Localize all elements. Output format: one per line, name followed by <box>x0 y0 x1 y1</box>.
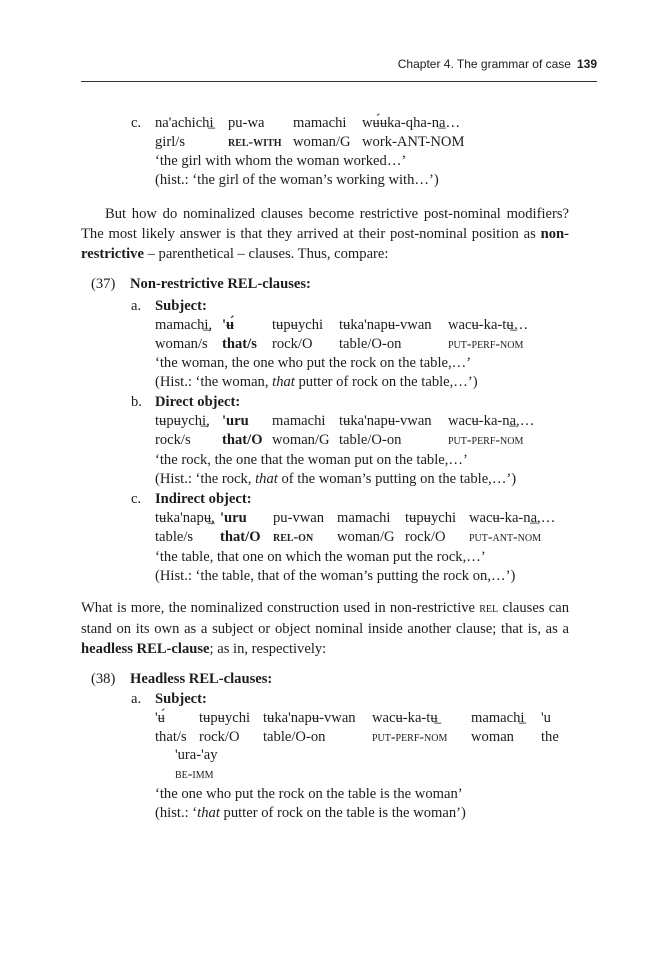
historical-translation: (hist.: ‘that putter of rock on the table is the woman’) <box>155 805 466 821</box>
historical-translation: (Hist.: ‘the table, that of the woman’s putting the rock on,…’) <box>155 568 516 584</box>
historical-translation: (Hist.: ‘the woman, that putter of rock on the table,…’) <box>155 374 478 390</box>
gloss-word: 'u the <box>541 710 559 745</box>
subexample-heading: Subject: <box>155 691 207 707</box>
gloss-word: 'uru that/O <box>220 510 261 545</box>
translation: ‘the rock, the one that the woman put on the table,…’ <box>155 452 468 468</box>
translation: ‘the girl with whom the woman worked…’ <box>155 153 407 169</box>
gloss-word: mamachi̲, woman/s <box>155 317 213 352</box>
gloss-word: tʉka'napʉ̲, table/s <box>155 510 215 545</box>
gloss-word: tʉpʉychi̲, rock/s <box>155 413 210 448</box>
gloss-word: tʉpʉychi rock/O <box>199 710 251 745</box>
subexample-heading: Indirect object: <box>155 491 252 507</box>
subexample-heading: Subject: <box>155 298 207 314</box>
gloss-word: mamachi woman/G <box>272 413 330 448</box>
subexample-heading: Direct object: <box>155 394 241 410</box>
gloss-word: mamachi̲ woman <box>471 710 525 745</box>
example-number: (38) <box>91 671 116 687</box>
gloss-word: wacʉ-ka-tʉ̲… put-perf-nom <box>448 317 529 352</box>
chapter-title: Chapter 4. The grammar of case <box>397 57 571 71</box>
gloss-word: na'achichi̲ girl/s <box>155 115 214 150</box>
subexample-label: a. <box>131 298 142 314</box>
gloss-word: 'ʉ́ that/s <box>222 317 257 352</box>
gloss-word: tʉka'napʉ-vwan table/O-on <box>339 413 432 448</box>
gloss-word: tʉpʉychi rock/O <box>405 510 457 545</box>
historical-translation: (hist.: ‘the girl of the woman’s working with…’) <box>155 172 439 188</box>
gloss-word: wacʉ-ka-na̲,… put-ant-nom <box>469 510 556 545</box>
example-number: (37) <box>91 276 116 292</box>
translation: ‘the table, that one on which the woman put the rock,…’ <box>155 549 486 565</box>
example-title: Headless REL-clauses: <box>130 671 273 687</box>
gloss-word: tʉpʉychi rock/O <box>272 317 324 352</box>
translation: ‘the one who put the rock on the table is the woman’ <box>155 786 463 802</box>
gloss-word: wacʉ-ka-tʉ̲ put-perf-nom <box>372 710 448 745</box>
body-paragraph: But how do nominalized clauses become restrictive post-nominal modifiers? The most likely answer is that they arrived at their post-nominal position as non-restrictive – parenthetical – clauses. Thus, compare: <box>81 206 569 262</box>
page-number: 139 <box>576 57 597 71</box>
gloss-word: tʉka'napʉ-vwan table/O-on <box>263 710 356 745</box>
translation: ‘the woman, the one who put the rock on the table,…’ <box>155 355 472 371</box>
running-header <box>81 57 597 82</box>
gloss-word: 'uru that/O <box>222 413 263 448</box>
subexample-label: a. <box>131 691 142 707</box>
gloss-word: tʉka'napʉ-vwan table/O-on <box>339 317 432 352</box>
example-c-label: c. <box>131 115 142 131</box>
body-paragraph: What is more, the nominalized construction used in non-restrictive rel clauses can stand on its own as a subject or object nominal inside another clause; that is, as a headless REL-clause; as in, respectively: <box>81 600 569 657</box>
gloss-word: mamachi woman/G <box>293 115 351 150</box>
gloss-word: mamachi woman/G <box>337 510 395 545</box>
gloss-word: pu-wa rel-with <box>228 115 282 150</box>
example-title: Non-restrictive REL-clauses: <box>130 276 311 292</box>
subexample-label: c. <box>131 491 142 507</box>
historical-translation: (Hist.: ‘the rock, that of the woman’s putting on the table,…’) <box>155 471 517 487</box>
gloss-word: wʉ́ʉka-qha-na̲… work-ANT-NOM <box>362 115 465 150</box>
gloss-word: 'ura-'ay be-imm <box>175 747 218 782</box>
gloss-word: wacʉ-ka-na̲,… put-perf-nom <box>448 413 535 448</box>
gloss-word: 'ʉ́ that/s <box>155 710 187 745</box>
gloss-word: pu-vwan rel-on <box>273 510 325 545</box>
subexample-label: b. <box>131 394 142 410</box>
